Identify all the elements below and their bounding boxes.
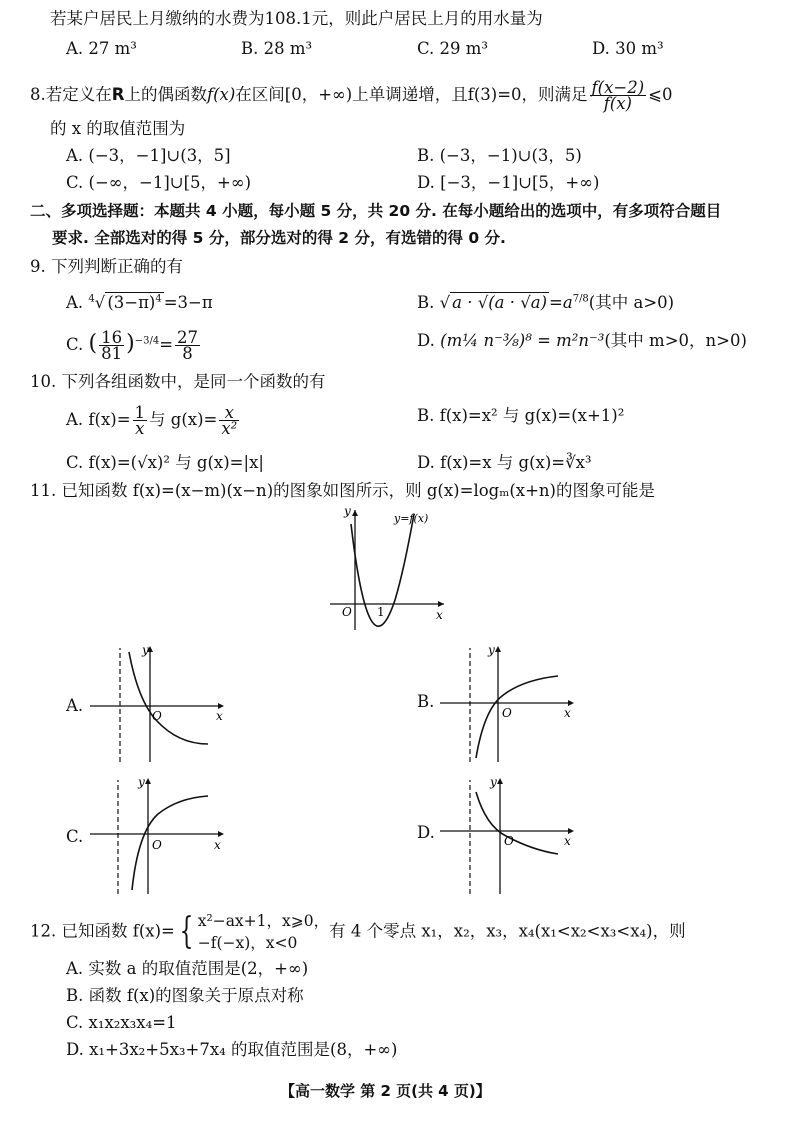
- q8-stem: 8.若定义在R上的偶函数f(x)在区间[0，+∞)上单调递增，且f(3)=0，则满足 $\frac{f(x-2)}{f(x)}$ ⩽0: [30, 78, 673, 113]
- q7-option-c: C. 29 m³: [417, 39, 489, 58]
- q12-option-a: A. 实数 a 的取值范围是(2，+∞): [66, 959, 309, 978]
- q11-option-d-graph: [436, 772, 578, 897]
- svg-text:x: x: [216, 709, 223, 723]
- q7-option-d: D. 30 m³: [592, 39, 664, 58]
- q12-stem: 12. 已知函数 f(x)= { x²−ax+1，x⩾0， −f(−x)，x<0 有 4 个零点 x₁，x₂，x₃，x₄(x₁<x₂<x₃<x₄)，则: [30, 911, 686, 952]
- q7-stem: 若某户居民上月缴纳的水费为108.1元，则此户居民上月的用水量为: [50, 9, 543, 28]
- q8-option-b: B. (−3，−1)∪(3，5): [417, 146, 582, 165]
- q8-stem-line2: 的 x 的取值范围为: [50, 119, 186, 138]
- q9-option-a: A. $^4$√ $(3-\pi)^4 =3-\pi$: [66, 293, 213, 312]
- y-axis-label: y: [344, 504, 351, 518]
- svg-text:x: x: [564, 834, 571, 848]
- origin-label: O: [342, 605, 352, 619]
- svg-text:y: y: [490, 775, 497, 789]
- q11-option-a-label: A.: [66, 696, 84, 715]
- svg-text:x: x: [564, 706, 571, 720]
- q12-option-d: D. x₁+3x₂+5x₃+7x₄ 的取值范围是(8，+∞): [66, 1040, 398, 1059]
- q10-option-b: B. f(x)=x² 与 g(x)=(x+1)²: [417, 406, 625, 425]
- curve-label: y=f(x): [394, 512, 429, 525]
- svg-text:O: O: [504, 834, 514, 848]
- q11-option-d-label: D.: [417, 823, 435, 842]
- q7-option-b: B. 28 m³: [241, 39, 313, 58]
- q10-option-c: C. f(x)=(√x)² 与 g(x)=|x|: [66, 453, 264, 472]
- q9-option-d: D. (m¼ n⁻⅜)⁸ = m²n⁻³(其中 m>0，n>0): [417, 331, 747, 350]
- q11-option-b-label: B.: [417, 692, 435, 711]
- svg-text:y: y: [488, 643, 495, 657]
- q9-option-c: C. ( $\frac{16}{81}$ )$^{-3/4}$= $\frac{27}{8}$: [66, 328, 199, 363]
- q11-option-a-graph: [86, 640, 228, 765]
- svg-text:O: O: [502, 706, 512, 720]
- svg-text:x: x: [214, 838, 221, 852]
- q11-stem: 11. 已知函数 f(x)=(x−m)(x−n)的图象如图所示，则 g(x)=logₘ(x+n)的图象可能是: [30, 481, 655, 500]
- section2-heading-line2: 要求. 全部选对的得 5 分，部分选对的得 2 分，有选错的得 0 分.: [52, 229, 506, 247]
- q12-option-c: C. x₁x₂x₃x₄=1: [66, 1013, 177, 1032]
- svg-text:y: y: [142, 643, 149, 657]
- svg-text:y: y: [138, 775, 145, 789]
- q10-stem: 10. 下列各组函数中，是同一个函数的有: [30, 372, 326, 391]
- q10-option-a: A. f(x)= $\frac{1}{x}$ 与 g(x)= $\frac{x}{\text{x²}}$: [66, 403, 238, 438]
- q11-option-b-graph: [436, 640, 578, 765]
- q9-option-b: B. √ $a \cdot √(a \cdot √a) =a^{7/8}$(其中 a>0): [417, 293, 675, 312]
- q8-option-d: D. [−3，−1]∪[5，+∞): [417, 173, 600, 192]
- x-axis-label: x: [436, 608, 443, 622]
- svg-text:O: O: [152, 709, 162, 723]
- q11-option-c-label: C.: [66, 827, 84, 846]
- tick-1-label: 1: [377, 605, 385, 619]
- page-footer: 【高一数学 第 2 页(共 4 页)】: [280, 1082, 491, 1100]
- q7-option-a: A. 27 m³: [66, 39, 137, 58]
- svg-text:O: O: [152, 838, 162, 852]
- q11-function-graph: [326, 502, 448, 634]
- q9-stem: 9. 下列判断正确的有: [30, 257, 183, 276]
- q11-option-c-graph: [86, 772, 228, 897]
- q8-option-c: C. (−∞，−1]∪[5，+∞): [66, 173, 252, 192]
- q12-option-b: B. 函数 f(x)的图象关于原点对称: [66, 986, 304, 1005]
- section2-heading: 二、多项选择题：本题共 4 小题，每小题 5 分，共 20 分. 在每小题给出的选项中，有多项符合题目: [30, 202, 722, 220]
- q8-option-a: A. (−3，−1]∪(3，5]: [66, 146, 231, 165]
- q10-option-d: D. f(x)=x 与 g(x)=∛x³: [417, 453, 592, 472]
